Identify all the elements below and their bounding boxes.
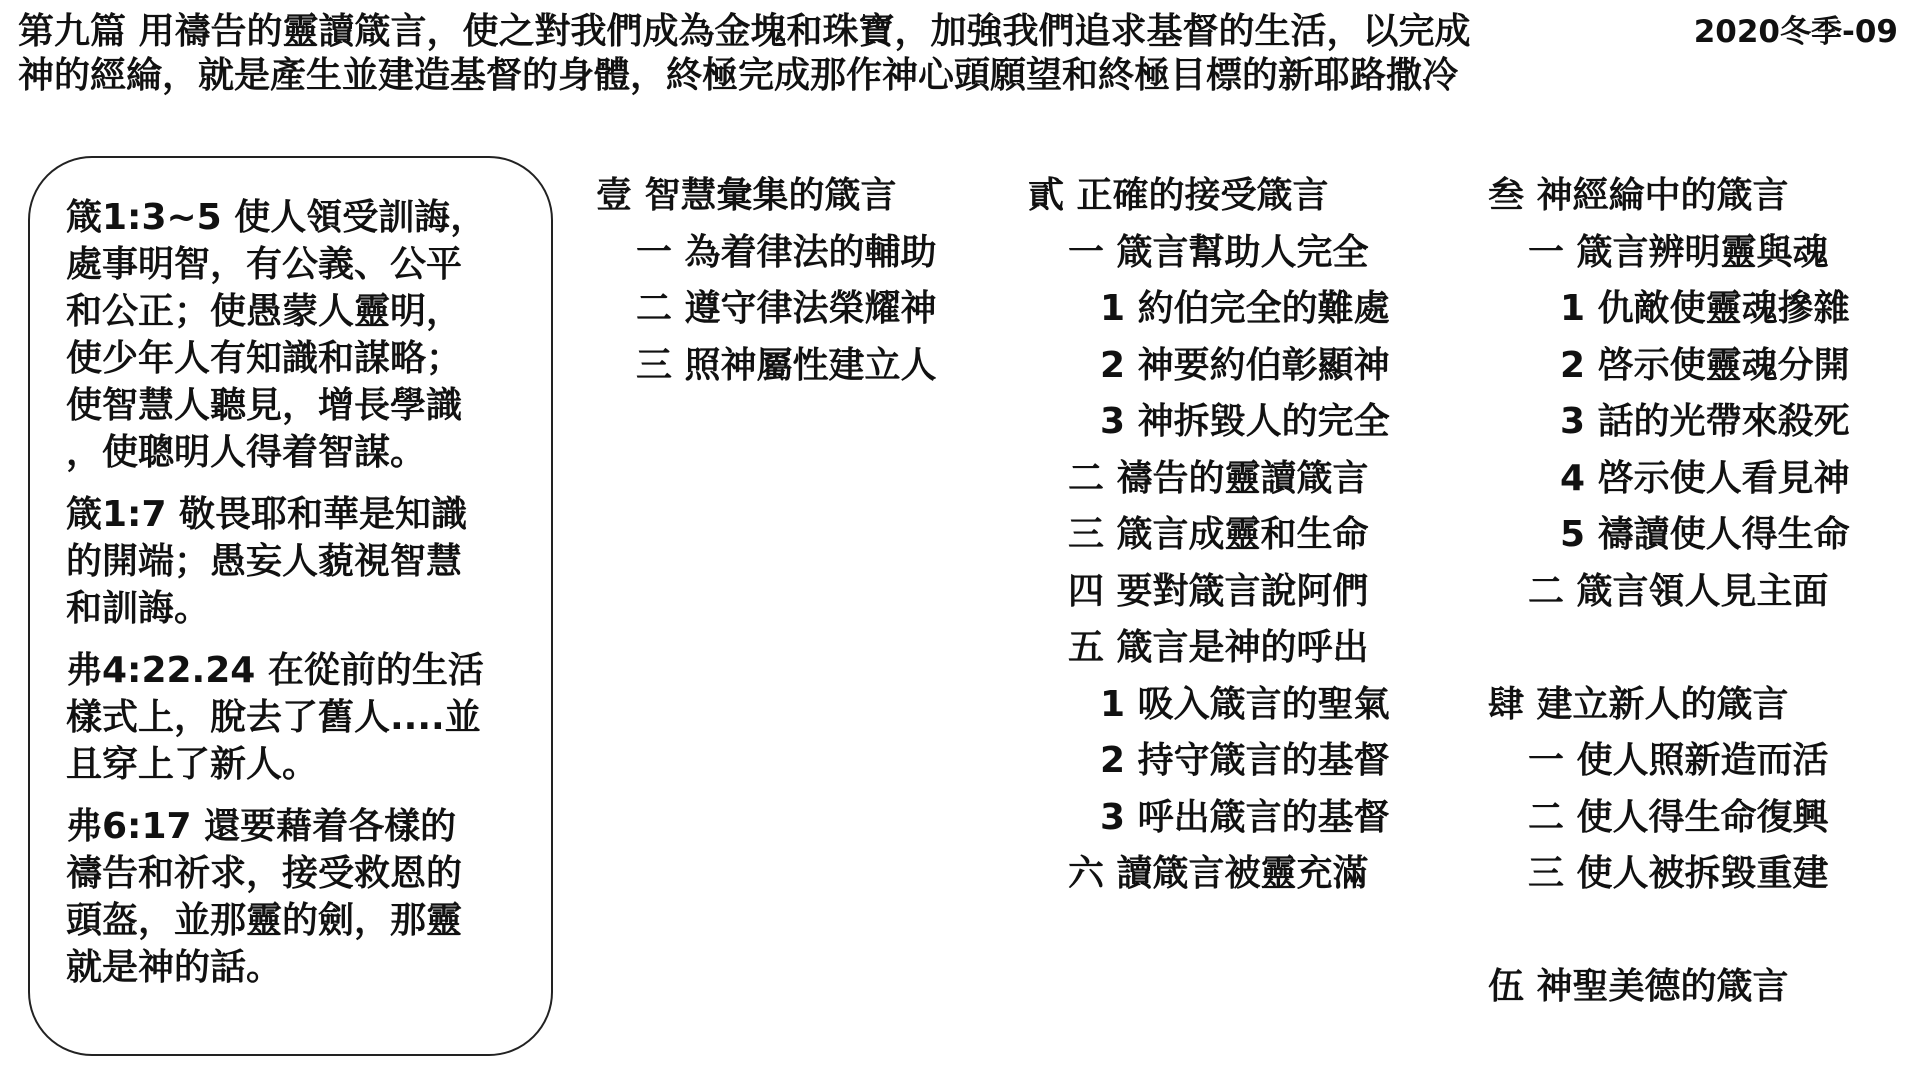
outline-subpoint: 5 禱讀使人得生命 xyxy=(1560,514,1850,555)
section-heading: 貳 正確的接受箴言 xyxy=(1028,175,1329,216)
outline-point: 二 箴言領人見主面 xyxy=(1528,570,1829,612)
verse-line: 弗4:22.24 在從前的生活 xyxy=(66,650,484,691)
outline-subpoint: 3 神拆毀人的完全 xyxy=(1100,401,1390,442)
verse-line: 箴1:7 敬畏耶和華是知識 xyxy=(66,494,468,535)
outline-subpoint: 2 持守箴言的基督 xyxy=(1100,740,1390,781)
verse-line: 禱告和祈求，接受救恩的 xyxy=(66,853,463,894)
spacer xyxy=(1488,620,1850,677)
outline-point: 一 為着律法的輔助 xyxy=(636,231,937,273)
verse-line: 和公正；使愚蒙人靈明， xyxy=(66,291,463,332)
scripture-box xyxy=(28,156,553,1056)
outline-point: 三 照神屬性建立人 xyxy=(636,344,937,386)
outline-subpoint: 3 話的光帶來殺死 xyxy=(1560,401,1850,442)
outline-subpoint: 2 啓示使靈魂分開 xyxy=(1560,344,1850,386)
outline-point: 五 箴言是神的呼出 xyxy=(1068,627,1369,668)
verse-line: 弗6:17 還要藉着各樣的 xyxy=(66,806,457,847)
spacer xyxy=(1488,903,1850,960)
verse-line: 使少年人有知識和謀略； xyxy=(66,338,463,379)
verse-eph-4-22-24 xyxy=(66,647,533,788)
verse-line: 使智慧人聽見，增長學識 xyxy=(66,385,463,426)
verse-line: 和訓誨。 xyxy=(66,588,211,629)
verse-line: ，使聰明人得着智謀。 xyxy=(66,432,427,473)
verse-line: 就是神的話。 xyxy=(66,947,283,988)
outline-subpoint: 1 仇敵使靈魂摻雜 xyxy=(1560,288,1850,329)
outline-subpoint: 1 約伯完全的難處 xyxy=(1100,288,1390,329)
outline-column-3 xyxy=(1488,168,1850,1016)
verse-line: 處事明智，有公義、公平 xyxy=(66,244,463,285)
page-header xyxy=(18,10,1638,98)
outline-point: 一 箴言幫助人完全 xyxy=(1068,231,1369,273)
outline-point: 二 遵守律法榮耀神 xyxy=(636,288,937,329)
outline-point: 二 使人得生命復興 xyxy=(1528,796,1829,838)
section-heading: 壹 智慧彙集的箴言 xyxy=(596,175,897,216)
outline-subpoint: 2 神要約伯彰顯神 xyxy=(1100,344,1390,386)
page-title-line-1: 第九篇 用禱告的靈讀箴言，使之對我們成為金塊和珠寶，加強我們追求基督的生活，以完成 xyxy=(18,11,1471,52)
verse-prov-1-7 xyxy=(66,491,533,632)
outline-point: 一 箴言辨明靈與魂 xyxy=(1528,231,1829,273)
page-title-line-2: 神的經綸，就是產生並建造基督的身體，終極完成那作神心頭願望和終極目標的新耶路撒冷 xyxy=(18,55,1459,96)
section-heading: 肆 建立新人的箴言 xyxy=(1488,683,1789,725)
section-heading: 伍 神聖美德的箴言 xyxy=(1488,966,1789,1007)
section-heading: 叁 神經綸中的箴言 xyxy=(1488,175,1789,216)
outline-point: 六 讀箴言被靈充滿 xyxy=(1068,853,1369,894)
verse-line: 且穿上了新人。 xyxy=(66,744,319,785)
verse-line: 箴1:3~5 使人領受訓誨， xyxy=(66,197,487,238)
verse-prov-1-3-5 xyxy=(66,194,533,476)
outline-column-1 xyxy=(596,168,937,394)
verse-line: 的開端；愚妄人藐視智慧 xyxy=(66,541,463,582)
verse-eph-6-17 xyxy=(66,803,533,991)
verse-line: 樣式上，脫去了舊人....並 xyxy=(66,697,481,738)
outline-column-2 xyxy=(1028,168,1390,903)
outline-point: 三 箴言成靈和生命 xyxy=(1068,514,1369,555)
outline-point: 一 使人照新造而活 xyxy=(1528,740,1829,781)
outline-subpoint: 3 呼出箴言的基督 xyxy=(1100,796,1390,838)
verse-line: 頭盔，並那靈的劍，那靈 xyxy=(66,900,463,941)
outline-point: 四 要對箴言說阿們 xyxy=(1068,570,1369,612)
outline-point: 三 使人被拆毀重建 xyxy=(1528,853,1829,894)
outline-subpoint: 1 吸入箴言的聖氣 xyxy=(1100,683,1390,725)
season-label: 2020冬季-09 xyxy=(1693,14,1898,50)
outline-subpoint: 4 啓示使人看見神 xyxy=(1560,457,1850,499)
outline-point: 二 禱告的靈讀箴言 xyxy=(1068,457,1369,499)
